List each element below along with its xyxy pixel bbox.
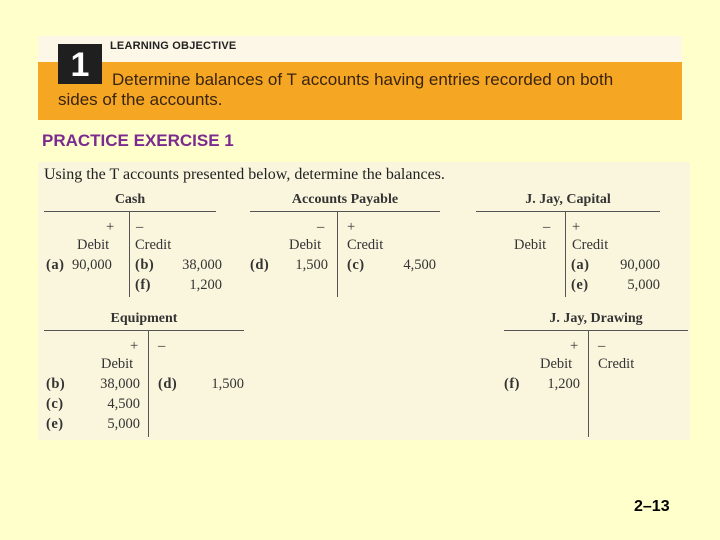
entry-amount: 1,500: [295, 257, 328, 273]
debit-sign: +: [106, 219, 115, 235]
credit-sign: –: [136, 219, 144, 235]
t-account-accounts-payable: [250, 192, 440, 298]
credit-sign: +: [347, 219, 356, 235]
credit-sign: –: [598, 338, 606, 354]
objective-text: [58, 70, 670, 110]
credit-heading: Credit: [347, 237, 384, 253]
entry-label: (e): [46, 416, 64, 432]
debit-heading: Debit: [101, 356, 134, 372]
debit-heading: Debit: [77, 237, 110, 253]
entry-label: (c): [46, 396, 64, 412]
entry-label: (b): [135, 257, 155, 273]
t-account-equipment: [44, 311, 244, 439]
credit-heading: Credit: [572, 237, 609, 253]
t-account-rule: [504, 330, 688, 331]
entry-amount: 1,500: [211, 376, 244, 392]
credit-sign: –: [158, 338, 166, 354]
t-account-capital: [476, 192, 660, 298]
t-account-divider: [337, 211, 338, 297]
t-account-divider: [148, 330, 149, 437]
credit-heading: Credit: [598, 356, 635, 372]
t-account-drawing: [504, 311, 688, 439]
entry-label: (e): [571, 277, 589, 293]
t-account-divider: [565, 211, 566, 297]
credit-heading: Credit: [135, 237, 172, 253]
debit-sign: –: [317, 219, 325, 235]
learning-objective-banner: [38, 36, 682, 120]
t-account-cash: [44, 192, 222, 298]
t-account-rule: [250, 211, 440, 212]
account-name: J. Jay, Capital: [525, 192, 611, 207]
t-account-rule: [44, 330, 244, 331]
credit-sign: +: [572, 219, 581, 235]
objective-number-badge: 1: [58, 44, 102, 84]
entry-amount: 4,500: [403, 257, 436, 273]
exercise-title: PRACTICE EXERCISE 1: [42, 131, 234, 150]
entry-amount: 5,000: [627, 277, 660, 293]
debit-sign: +: [130, 338, 139, 354]
t-account-divider: [129, 211, 130, 297]
entry-amount: 38,000: [182, 257, 222, 273]
entry-amount: 38,000: [100, 376, 140, 392]
entry-label: (a): [571, 257, 590, 273]
account-name: Equipment: [110, 311, 178, 326]
entry-label: (c): [347, 257, 365, 273]
objective-label: LEARNING OBJECTIVE: [110, 40, 237, 52]
slide-number: 2–13: [634, 498, 670, 515]
entry-amount: 1,200: [189, 277, 222, 293]
objective-text-line1: Determine balances of T accounts having entries recorded on both: [112, 70, 614, 89]
t-account-divider: [588, 330, 589, 437]
entry-amount: 4,500: [107, 396, 140, 412]
entry-amount: 5,000: [107, 416, 140, 432]
entry-label: (f): [504, 376, 520, 392]
entry-label: (d): [158, 376, 178, 392]
entry-label: (d): [250, 257, 270, 273]
entry-amount: 1,200: [547, 376, 580, 392]
account-name: J. Jay, Drawing: [549, 311, 643, 326]
debit-sign: –: [543, 219, 551, 235]
debit-sign: +: [570, 338, 579, 354]
entry-amount: 90,000: [620, 257, 660, 273]
account-name: Cash: [114, 192, 146, 207]
entry-amount: 90,000: [72, 257, 112, 273]
account-name: Accounts Payable: [291, 192, 399, 207]
exercise-panel: [38, 162, 690, 440]
entry-label: (a): [46, 257, 65, 273]
t-account-rule: [476, 211, 660, 212]
debit-heading: Debit: [540, 356, 573, 372]
entry-label: (f): [135, 277, 151, 293]
objective-text-line2: sides of the accounts.: [58, 90, 223, 109]
t-account-rule: [44, 211, 216, 212]
instructions: Using the T accounts presented below, determine the balances.: [44, 166, 445, 183]
debit-heading: Debit: [289, 237, 322, 253]
debit-heading: Debit: [514, 237, 547, 253]
entry-label: (b): [46, 376, 66, 392]
